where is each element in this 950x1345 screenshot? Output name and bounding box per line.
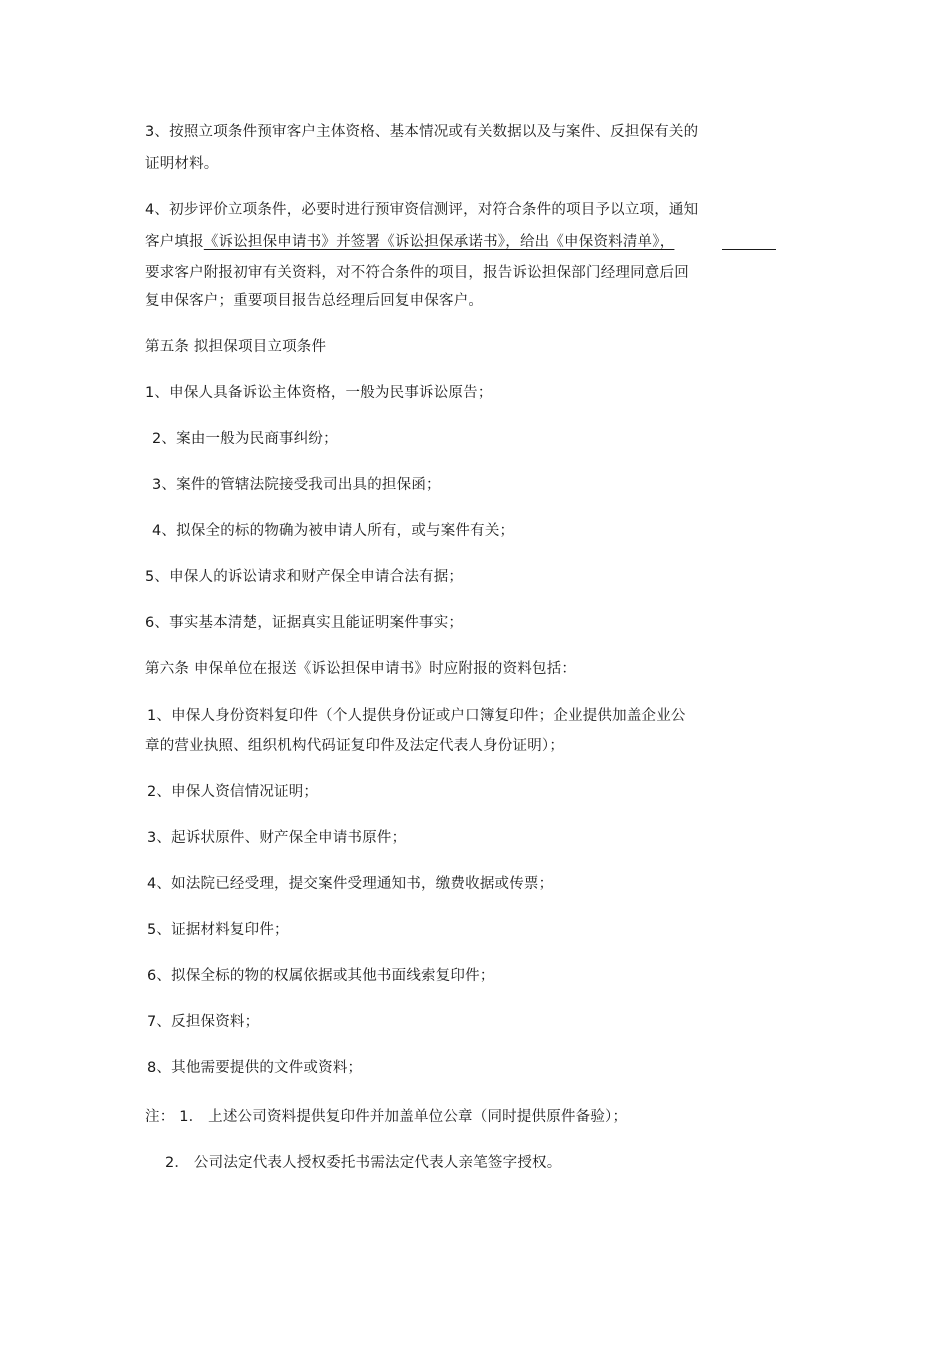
p3-line2: 证明材料。 xyxy=(145,156,219,172)
underline-rule xyxy=(722,249,776,250)
article6-item: 2、申保人资信情况证明； xyxy=(147,784,319,800)
article5-item: 6、事实基本清楚，证据真实且能证明案件事实； xyxy=(145,615,464,631)
p4-line2 xyxy=(145,232,674,252)
article6-item: 7、反担保资料； xyxy=(147,1014,260,1030)
p4-line4: 复申保客户；重要项目报告总经理后回复申保客户。 xyxy=(145,293,484,309)
article6-item: 6、拟保全标的物的权属依据或其他书面线索复印件； xyxy=(147,968,495,984)
article5-item: 4、拟保全的标的物确为被申请人所有，或与案件有关； xyxy=(152,523,515,539)
p4-line1: 4、初步评价立项条件，必要时进行预审资信测评，对符合条件的项目予以立项，通知 xyxy=(145,202,699,218)
p3-line1: 3、按照立项条件预审客户主体资格、基本情况或有关数据以及与案件、反担保有关的 xyxy=(145,124,699,140)
article6-item1-line2: 章的营业执照、组织机构代码证复印件及法定代表人身份证明）； xyxy=(145,738,565,754)
article6-item: 5、证据材料复印件； xyxy=(147,922,289,938)
p4-line2-plain: 客户填报 xyxy=(145,234,204,250)
article5-item: 2、案由一般为民商事纠纷； xyxy=(152,431,338,447)
article5-item: 1、申保人具备诉讼主体资格，一般为民事诉讼原告； xyxy=(145,385,493,401)
article6-item: 8、其他需要提供的文件或资料； xyxy=(147,1060,363,1076)
p4-line3: 要求客户附报初审有关资料，对不符合条件的项目，报告诉讼担保部门经理同意后回 xyxy=(145,265,689,281)
note-2: 2． 公司法定代表人授权委托书需法定代表人亲笔签字授权。 xyxy=(165,1155,562,1171)
note-1: 注： 1． 上述公司资料提供复印件并加盖单位公章（同时提供原件备验）； xyxy=(145,1109,628,1125)
article6-item: 3、起诉状原件、财产保全申请书原件； xyxy=(147,830,407,846)
article6-item: 4、如法院已经受理，提交案件受理通知书，缴费收据或传票； xyxy=(147,876,554,892)
article5-item: 5、申保人的诉讼请求和财产保全申请合法有据； xyxy=(145,569,464,585)
article6-item1-line1: 1、申保人身份资料复印件（个人提供身份证或户口簿复印件；企业提供加盖企业公 xyxy=(147,708,686,724)
article6-heading: 第六条 申保单位在报送《诉讼担保申请书》时应附报的资料包括： xyxy=(145,661,577,677)
article5-item: 3、案件的管辖法院接受我司出具的担保函； xyxy=(152,477,441,493)
article5-heading: 第五条 拟担保项目立项条件 xyxy=(145,339,327,355)
p4-line2-underlined: 《诉讼担保申请书》并签署《诉讼担保承诺书》，给出《申保资料清单》， xyxy=(203,234,675,250)
